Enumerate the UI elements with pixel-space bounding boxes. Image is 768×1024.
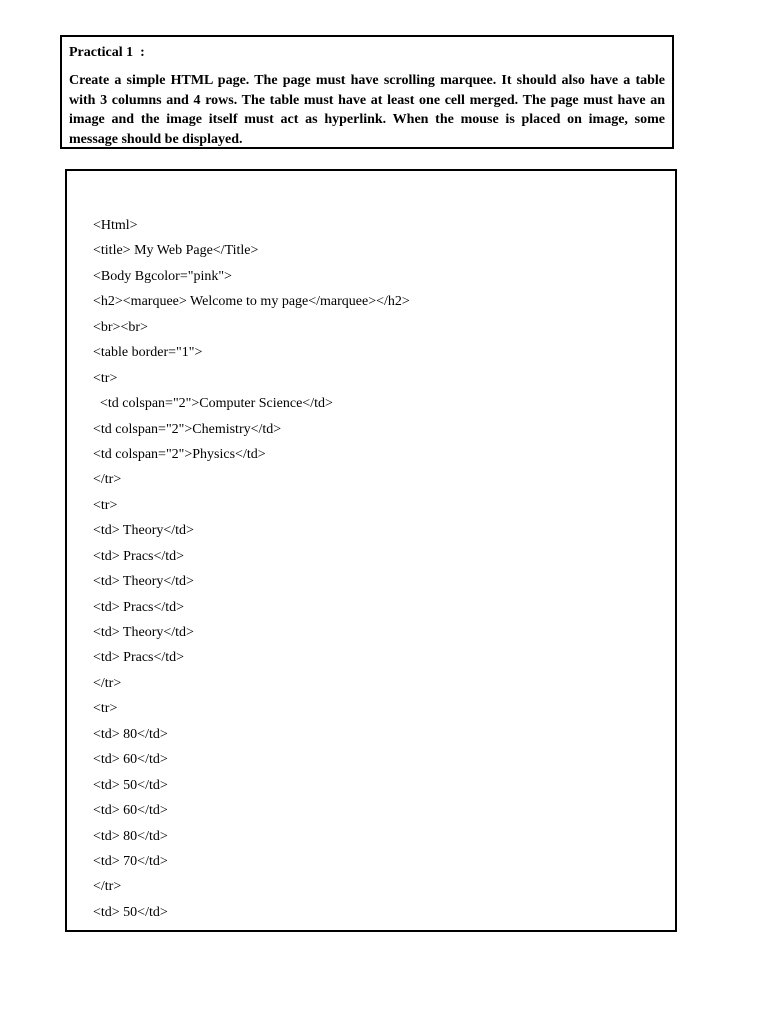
code-line: <td> Pracs</td> [93, 548, 185, 564]
code-line: <td> Theory</td> [93, 625, 194, 640]
code-line: <td> 50</td> [93, 777, 168, 793]
code-line: <td> Theory</td> [93, 523, 194, 539]
code-line: <td> Theory</td> [93, 574, 194, 590]
question-box [60, 35, 674, 149]
code-line: <td> Pracs</td> [93, 599, 185, 615]
code-line: <br><br> [93, 319, 148, 335]
practical-title: Practical 1 : [69, 45, 145, 60]
code-line: <td> 50</td> [93, 904, 168, 920]
code-line: <td colspan="2">Physics</td> [93, 446, 266, 462]
code-line: <td> 80</td> [93, 828, 168, 844]
practical-description: Create a simple HTML page. The page must have scrolling marquee. It should also have a table with 3 columns and 4 rows. The table must have at least one cell merged. The page must have an image and the image itself must act as hyperlink. When the mouse is placed on image, some message should be displayed. [69, 73, 665, 147]
code-line: </tr> [93, 472, 122, 488]
code-line: <tr> [93, 370, 118, 386]
code-line: <table border="1"> [93, 345, 203, 361]
code-listing-box [65, 169, 677, 932]
code-line: <tr> [93, 701, 118, 717]
code-line: <td> Pracs</td> [93, 650, 185, 666]
code-line: </tr> [93, 675, 122, 691]
code-listing [93, 216, 675, 928]
code-line: <td colspan="2">Chemistry</td> [93, 421, 282, 437]
code-line: <td colspan="2">Computer Science</td> [93, 396, 333, 412]
code-line: <td> 80</td> [93, 726, 168, 742]
code-line: <tr> [93, 497, 118, 513]
code-line: </tr> [93, 879, 122, 895]
code-line: <td> 70</td> [93, 853, 168, 869]
code-line: <h2><marquee> Welcome to my page</marquee></h2> [93, 294, 410, 310]
code-line: <title> My Web Page</Title> [93, 243, 259, 259]
code-line: <td> 60</td> [93, 803, 168, 819]
code-line: <Html> [93, 218, 138, 233]
code-line: <td> 60</td> [93, 752, 168, 768]
code-line: <Body Bgcolor="pink"> [93, 268, 232, 284]
